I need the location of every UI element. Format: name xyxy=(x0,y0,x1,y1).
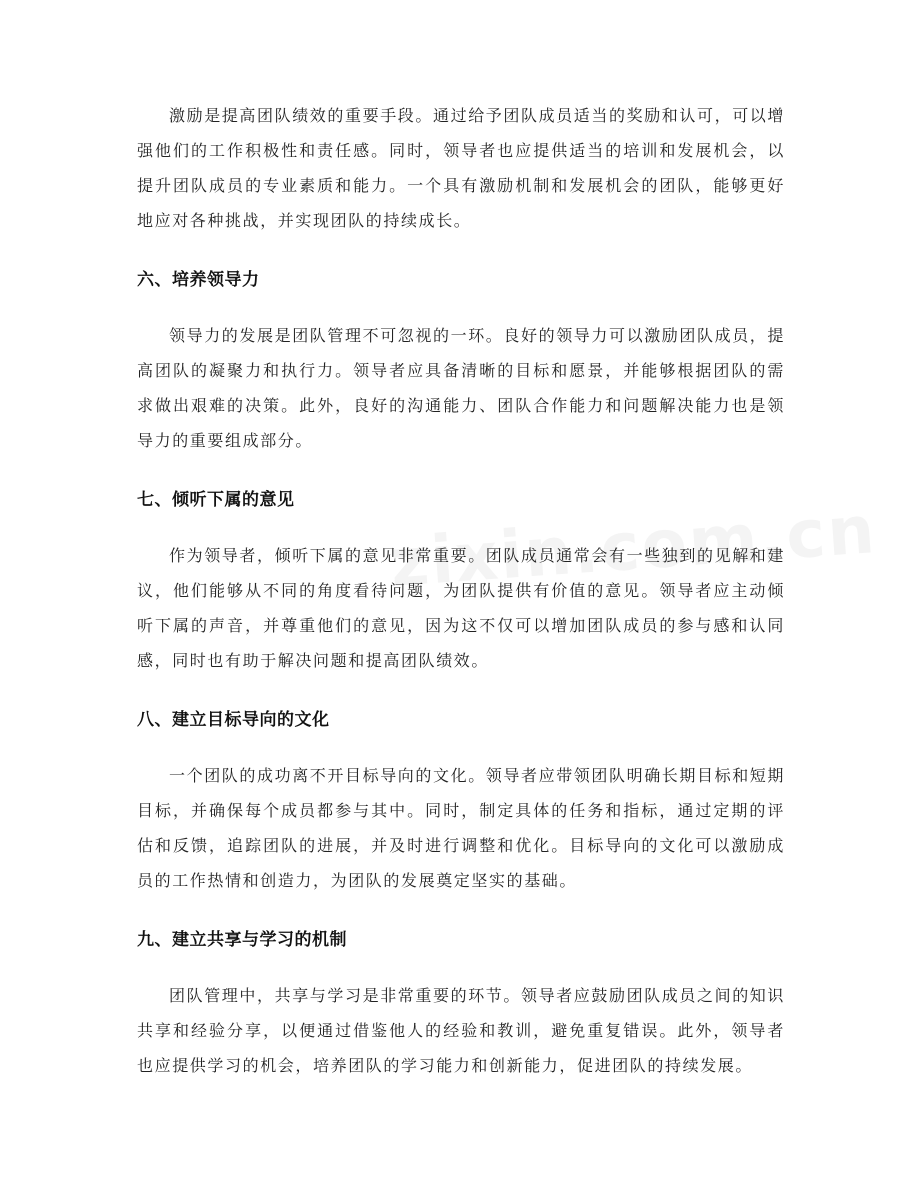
section-heading-8: 八、建立目标导向的文化 xyxy=(137,710,330,730)
document-body xyxy=(137,98,785,1083)
paragraph-section-7: 作为领导者，倾听下属的意见非常重要。团队成员通常会有一些独到的见解和建议，他们能够从不同的角度看待问题，为团队提供有价值的意见。领导者应主动倾听下属的声音，并尊重他们的意见，因为这不仅可以增加团队成员的参与感和认同感，同时也有助于解决问题和提高团队绩效。 xyxy=(137,546,786,670)
section-heading-6: 六、培养领导力 xyxy=(137,270,260,290)
section-heading-9: 九、建立共享与学习的机制 xyxy=(137,930,347,950)
paragraph-section-6: 领导力的发展是团队管理不可忽视的一环。良好的领导力可以激励团队成员，提高团队的凝聚力和执行力。领导者应具备清晰的目标和愿景，并能够根据团队的需求做出艰难的决策。此外，良好的沟通能力、团队合作能力和问题解决能力也是领导力的重要组成部分。 xyxy=(137,326,786,450)
section-heading-7: 七、倾听下属的意见 xyxy=(137,490,295,510)
paragraph-incentive: 激励是提高团队绩效的重要手段。通过给予团队成员适当的奖励和认可，可以增强他们的工作积极性和责任感。同时，领导者也应提供适当的培训和发展机会，以提升团队成员的专业素质和能力。一个具有激励机制和发展机会的团队，能够更好地应对各种挑战，并实现团队的持续成长。 xyxy=(137,106,786,230)
paragraph-section-9: 团队管理中，共享与学习是非常重要的环节。领导者应鼓励团队成员之间的知识共享和经验分享，以便通过借鉴他人的经验和教训，避免重复错误。此外，领导者也应提供学习的机会，培养团队的学习能力和创新能力，促进团队的持续发展。 xyxy=(137,986,786,1075)
paragraph-section-8: 一个团队的成功离不开目标导向的文化。领导者应带领团队明确长期目标和短期目标，并确保每个成员都参与其中。同时，制定具体的任务和指标，通过定期的评估和反馈，追踪团队的进展，并及时进行调整和优化。目标导向的文化可以激励成员的工作热情和创造力，为团队的发展奠定坚实的基础。 xyxy=(137,766,786,890)
